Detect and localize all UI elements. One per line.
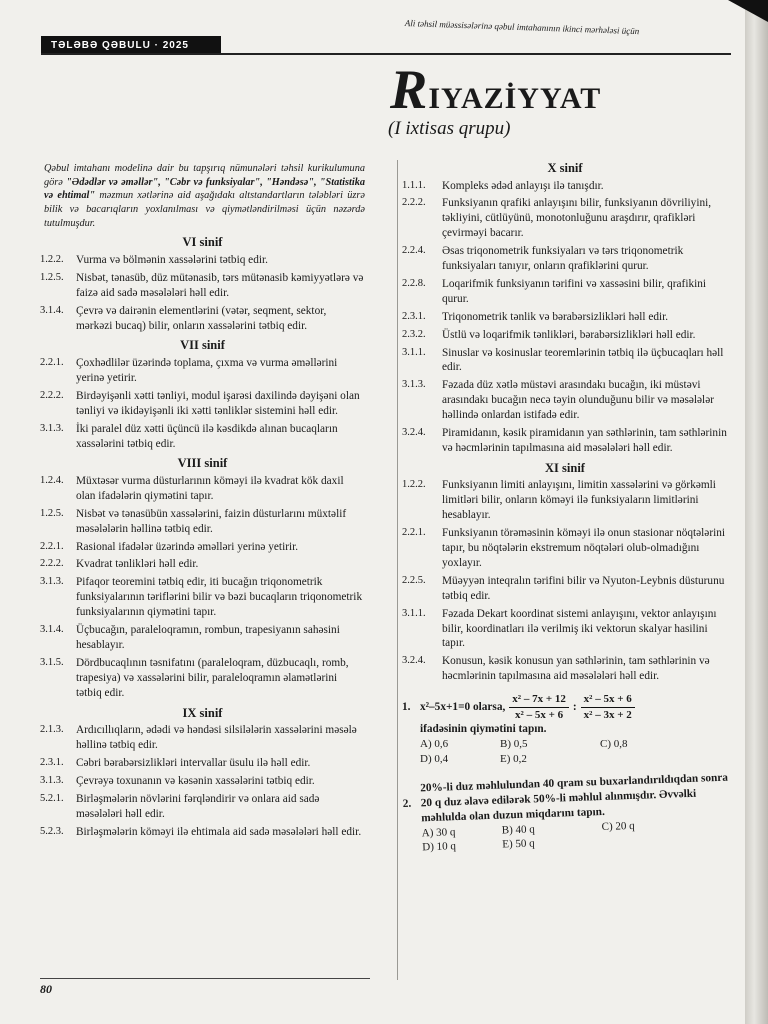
standard-item xyxy=(402,196,728,241)
standard-item xyxy=(402,310,728,325)
standard-item xyxy=(402,244,728,274)
grade-heading: VI sinif xyxy=(182,235,223,250)
grade-heading: X sinif xyxy=(547,161,583,175)
standard-item xyxy=(40,540,365,555)
standard-code: 3.1.3. xyxy=(402,379,426,391)
standard-code: 3.2.4. xyxy=(402,655,426,667)
intro-text-2: məzmun xətlərinə aid aşağıdakı altstandartların tələbləri üzrə bilik və bacarıqların yoxlanılması və qiymətləndirilməsi üçün nəzərdə tutulmuşdur. xyxy=(44,190,365,229)
standard-text: Fəzada Dekart koordinat sistemi anlayışını, vektor anlayışını bilir, koordinatları ilə verilmiş iki vektorun skalyar hasilini tapır. xyxy=(442,607,717,650)
standard-text: Nisbət və tənasübün xassələrini, faizin düsturlarını müxtəlif məsələlərin həllinə tətbiq edir. xyxy=(76,507,347,535)
standard-code: 1.2.2. xyxy=(40,253,64,265)
option-b: B) 0,5 xyxy=(500,738,528,751)
standard-text: Funksiyanın limiti anlayışını, limitin xassələrini və görkəmli limitləri bilir, onların köməyi ilə funksiyaların limitlərini hesablayır. xyxy=(442,479,716,522)
standard-text: Nisbət, tənasüb, düz mütənasib, tərs mütənasib kəmiyyətlərə və faizə aid sadə məsələləri həll edir. xyxy=(76,271,364,299)
standard-text: Müxtəsər vurma düsturlarının köməyi ilə kvadrat kök daxil olan ifadələrin qiymətini tapır. xyxy=(76,474,344,502)
standard-code: 1.2.2. xyxy=(402,479,426,491)
standard-item xyxy=(402,277,728,307)
fraction-1 xyxy=(509,692,569,722)
standard-item xyxy=(40,507,365,537)
standard-text: Funksiyanın törəməsinin köməyi ilə onun stasionar nöqtələrini tapır, bu nöqtələrin ekstremum nöqtələri olub-olmadığını yoxlayır. xyxy=(442,527,726,569)
standard-text: Çevrə və dairənin elementlərini (vətər, seqment, sektor, mərkəzi bucaq) bilir, onların xassələrini tətbiq edir. xyxy=(76,304,327,332)
standard-text: Kvadrat tənlikləri həll edir. xyxy=(76,558,199,571)
option-e: E) 50 q xyxy=(502,837,535,851)
section-grade-7 xyxy=(40,337,365,451)
standard-code: 2.2.2. xyxy=(402,197,426,209)
standard-item xyxy=(402,328,728,343)
standard-text: Müəyyən inteqralın tərifini bilir və Nyuton-Leybnis düsturunu tətbiq edir. xyxy=(442,574,725,602)
option-d: D) 10 q xyxy=(422,840,457,854)
standard-text: Cəbri bərabərsizlikləri intervallar üsulu ilə həll edir. xyxy=(76,756,311,769)
title-rest: IYAZİYYAT xyxy=(428,82,602,115)
standard-item xyxy=(40,253,365,268)
top-note: Ali təhsil müəssisələrinə qəbul imtahanının ikinci mərhələsi üçün xyxy=(404,18,640,37)
standard-text: Birləşmələrin növlərini fərqləndirir və onlara aid sadə məsələləri həll edir. xyxy=(76,792,320,820)
standard-code: 2.2.1. xyxy=(402,527,426,539)
standard-code: 3.2.4. xyxy=(402,427,426,439)
standard-text: Ardıcıllıqların, ədədi və həndəsi silsilələrin xassələrini məsələ həllinə tətbiq edir. xyxy=(76,724,357,751)
standard-item xyxy=(40,356,365,386)
standard-code: 5.2.3. xyxy=(40,825,64,837)
standard-text: Triqonometrik tənlik və bərabərsizlikləri həll edir. xyxy=(442,310,669,323)
fraction-2-denominator: x² – 3x + 2 xyxy=(583,708,632,721)
header-banner: TƏLƏBƏ QƏBULU · 2025 xyxy=(41,36,221,54)
standard-code: 1.2.5. xyxy=(40,271,64,283)
standard-item xyxy=(40,271,365,301)
adjacent-page-edge xyxy=(745,0,768,1024)
standard-code: 2.2.2. xyxy=(40,558,64,570)
standard-text: Pifaqor teoremini tətbiq edir, iti bucağın triqonometrik funksiyalarının təriflərini bilir və bəzi bucaqların triqonometrik funksiyalarının qiymətini tapır. xyxy=(76,576,363,619)
option-d: D) 0,4 xyxy=(420,752,449,765)
standard-text: Çevrəyə toxunanın və kəsənin xassələrini tətbiq edir. xyxy=(76,774,315,787)
standard-item xyxy=(402,179,728,194)
standard-text: Loqarifmik funksiyanın tərifini və xassəsini bilir, qrafikini qurur. xyxy=(442,277,707,305)
standard-code: 2.2.8. xyxy=(402,277,426,289)
section-grade-9 xyxy=(40,705,365,840)
standard-code: 3.1.3. xyxy=(40,422,64,434)
standard-item xyxy=(40,623,365,653)
standard-item xyxy=(40,756,365,771)
standard-item xyxy=(40,656,365,701)
header-rule xyxy=(41,53,731,55)
standard-code: 2.3.1. xyxy=(40,756,64,768)
standard-item xyxy=(40,723,365,753)
standard-code: 2.2.1. xyxy=(40,540,64,552)
standard-text: Vurma və bölmənin xassələrini tətbiq edir. xyxy=(76,253,268,266)
option-e: E) 0,2 xyxy=(500,752,527,765)
standard-text: Əsas triqonometrik funksiyaları və tərs triqonometrik funksiyaları tanıyır, onların qrafiklərini qurur. xyxy=(442,245,684,273)
standard-text: Fəzada düz xətlə müstəvi arasındakı bucağın, iki müstəvi arasındakı bucağın necə təyin olunduğunu bilir və məsələlər həllində onlardan istifadə edir. xyxy=(442,379,714,422)
standard-text: Kompleks ədəd anlayışı ilə tanışdır. xyxy=(442,179,604,192)
standard-text: Piramidanın, kəsik piramidanın yan səthlərinin, tam səthlərinin və həcmlərinin tapılmasına aid məsələləri həll edir. xyxy=(442,427,727,454)
standard-item xyxy=(402,478,728,523)
standard-item xyxy=(402,378,728,423)
right-column xyxy=(402,156,728,856)
standard-code: 3.1.3. xyxy=(40,774,64,786)
standard-item xyxy=(402,654,728,684)
standard-text: Çoxhədlilər üzərində toplama, çıxma və vurma əməllərini yerinə yetirir. xyxy=(76,356,338,384)
question-1 xyxy=(402,692,728,766)
question-1-header xyxy=(402,692,728,722)
subject-title xyxy=(390,58,601,122)
section-grade-8 xyxy=(40,455,365,700)
section-grade-10 xyxy=(402,160,728,456)
question-body: ifadəsinin qiymətini tapın. xyxy=(420,723,547,736)
standard-item xyxy=(40,774,365,789)
standard-item xyxy=(40,557,365,572)
division-sign: : xyxy=(572,700,577,713)
option-a: A) 30 q xyxy=(421,826,456,840)
fraction-2-numerator: x² – 5x + 6 xyxy=(581,692,635,708)
standard-code: 2.3.2. xyxy=(402,328,426,340)
left-column xyxy=(40,162,365,842)
standard-text: Üçbucağın, paraleloqramın, rombun, trapesiyanın sahəsini hesablayır. xyxy=(76,624,340,651)
answer-options xyxy=(402,737,728,766)
standard-code: 2.3.1. xyxy=(402,310,426,322)
question-body: 20%-li duz məhlulundan 40 qram su buxarlandırıldıqdan sonra 20 q duz əlavə edilərək 50%-li məhlul alınmışdır. Əvvəlki məhlulda olan duzun miqdarını tapın. xyxy=(420,771,729,825)
standard-text: Rasional ifadələr üzərində əməlləri yerinə yetirir. xyxy=(76,540,299,553)
grade-heading: VIII sinif xyxy=(177,456,228,471)
standard-item xyxy=(402,346,728,376)
question-number: 1. xyxy=(402,700,411,713)
standard-code: 1.2.4. xyxy=(40,474,64,486)
page-number: 80 xyxy=(40,982,52,996)
option-c: C) 20 q xyxy=(601,819,635,833)
standard-code: 3.1.1. xyxy=(402,346,426,358)
standard-text: Üstlü və loqarifmik tənlikləri, bərabərsizlikləri həll edir. xyxy=(442,328,696,341)
standard-item xyxy=(40,575,365,620)
standard-item xyxy=(40,422,365,452)
fraction-1-numerator: x² – 7x + 12 xyxy=(509,692,569,708)
standard-item xyxy=(402,526,728,571)
standard-code: 3.1.4. xyxy=(40,304,64,316)
standard-item xyxy=(40,474,365,504)
standard-text: Dördbucaqlının təsnifatını (paraleloqram, düzbucaqlı, romb, trapesiya) və xassələrini bilir, paraleloqramın əlamətlərini tətbiq edir. xyxy=(76,656,349,699)
grade-heading: VII sinif xyxy=(180,338,225,353)
fraction-2 xyxy=(581,692,635,722)
standard-item xyxy=(40,304,365,334)
grade-heading: XI sinif xyxy=(545,460,585,475)
standard-code: 2.2.2. xyxy=(40,389,64,401)
section-grade-11 xyxy=(402,460,728,684)
option-b: B) 40 q xyxy=(501,823,535,837)
standard-code: 5.2.1. xyxy=(40,792,64,804)
question-2 xyxy=(402,771,730,856)
fraction-1-denominator: x² – 5x + 6 xyxy=(515,708,564,721)
standard-text: Birləşmələrin köməyi ilə ehtimala aid sadə məsələləri həll edir. xyxy=(76,825,362,838)
column-divider xyxy=(397,160,398,980)
standard-item xyxy=(40,825,365,840)
standard-code: 3.1.3. xyxy=(40,576,64,588)
question-number: 2. xyxy=(402,797,412,811)
grade-heading: IX sinif xyxy=(182,705,223,720)
standard-text: Konusun, kəsik konusun yan səthlərinin, tam səthlərinin və həcmlərinin tapılmasına aid məsələləri həll edir. xyxy=(442,655,710,683)
standard-item xyxy=(402,426,728,456)
intro-topics: "Ədədlər və əməllər", "Cəbr və funksiyalar", "Həndəsə", "Statistika və ehtimal" xyxy=(44,176,365,202)
footer-rule xyxy=(40,978,370,979)
intro-text-1: Qəbul imtahanı modelinə dair bu tapşırıq nümunələri təhsil kurikulumuna görə xyxy=(44,163,365,188)
standard-text: İki paralel düz xətti üçüncü ilə kəsdikdə alınan bucaqların xassələrini tətbiq edir. xyxy=(76,422,338,450)
option-c: C) 0,8 xyxy=(600,738,628,751)
standard-text: Funksiyanın qrafiki anlayışını bilir, funksiyanın dövriliyini, təkliyini, cütlüyünü, monotonluğunu araşdırır, qrafikləri çevirməyi bacarır. xyxy=(442,197,712,240)
standard-code: 2.2.1. xyxy=(40,356,64,368)
subject-subtitle: (I ixtisas qrupu) xyxy=(388,118,511,139)
standard-code: 2.1.3. xyxy=(40,724,64,736)
standard-item xyxy=(402,574,728,604)
standard-text: Birdəyişənli xətti tənliyi, modul işarəsi daxilində dəyişəni olan tənliyi və ikidəyişənli iki xətti tənliklər sistemini həll edir. xyxy=(76,389,360,417)
standard-code: 3.1.5. xyxy=(40,656,64,668)
standard-item xyxy=(40,389,365,419)
standard-item xyxy=(402,607,728,652)
page-corner xyxy=(728,0,768,22)
standard-code: 3.1.4. xyxy=(40,624,64,636)
option-a: A) 0,6 xyxy=(420,738,449,751)
intro-paragraph xyxy=(40,162,365,230)
standard-code: 2.2.4. xyxy=(402,245,426,257)
standard-code: 2.2.5. xyxy=(402,574,426,586)
section-grade-6 xyxy=(40,234,365,333)
standard-text: Sinuslar və kosinuslar teoremlərinin tətbiq ilə üçbucaqları həll edir. xyxy=(442,346,724,374)
standard-code: 3.1.1. xyxy=(402,607,426,619)
standard-item xyxy=(40,792,365,822)
title-initial: R xyxy=(390,59,429,121)
question-lead: x²–5x+1=0 olarsa, xyxy=(420,700,506,713)
standard-code: 1.2.5. xyxy=(40,507,64,519)
standard-code: 1.1.1. xyxy=(402,179,426,191)
